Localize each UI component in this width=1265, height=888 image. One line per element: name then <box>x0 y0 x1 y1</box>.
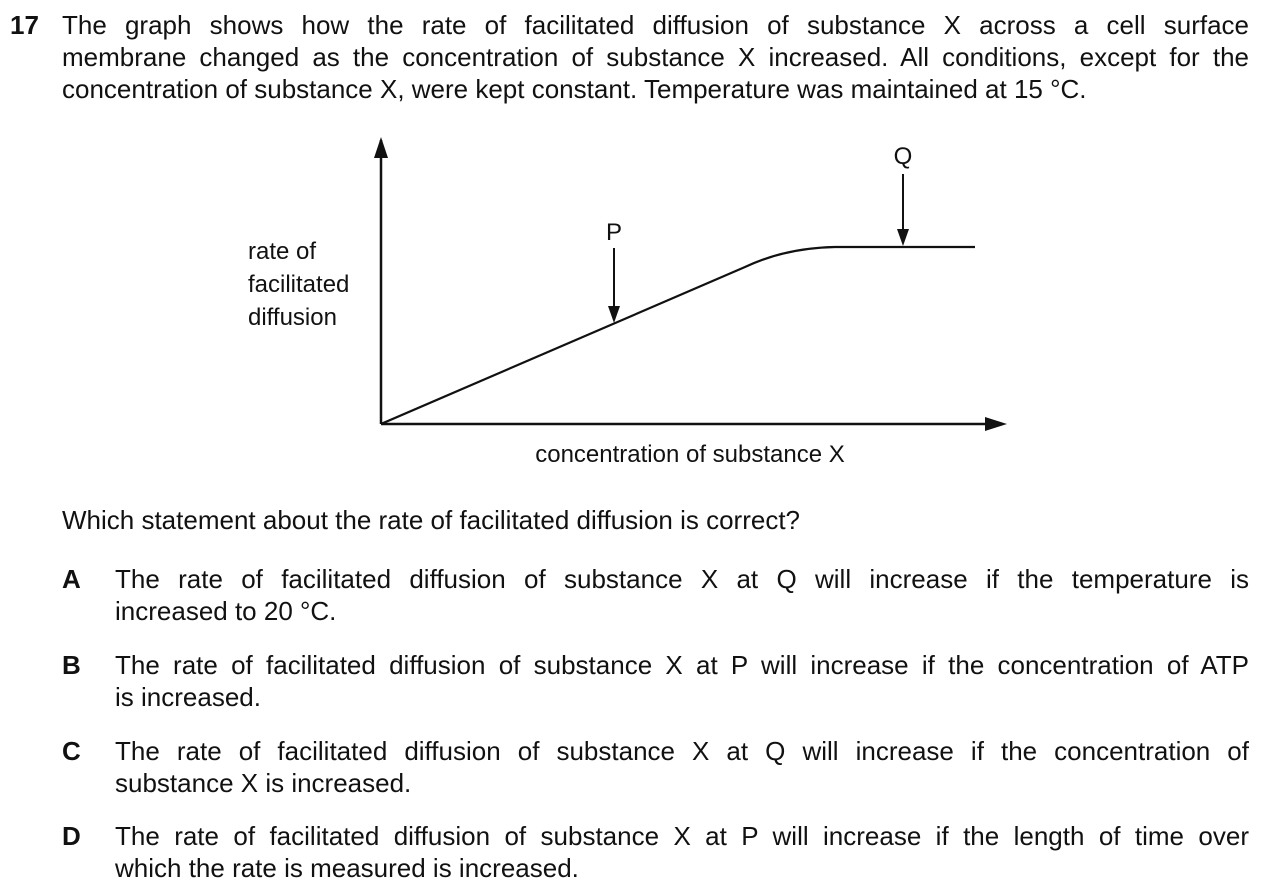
point-p-label: P <box>605 219 623 246</box>
option-line: The rate of facilitated diffusion of substance X at P will increase if the length of time over <box>115 821 1249 851</box>
y-axis-arrowhead <box>374 137 388 158</box>
q-pointer-arrowhead <box>897 229 909 246</box>
y-axis-label-line: diffusion <box>248 304 337 331</box>
stem-line: concentration of substance X, were kept constant. Temperature was maintained at 15 °C. <box>62 74 1087 104</box>
option-letter: C <box>62 736 81 766</box>
rate-curve <box>381 247 975 424</box>
option-line: The rate of facilitated diffusion of substance X at Q will increase if the temperature is <box>115 564 1249 594</box>
option-letter: B <box>62 650 81 680</box>
stem-line: membrane changed as the concentration of substance X increased. All conditions, except for the <box>62 42 1249 72</box>
option-letter: A <box>62 564 81 594</box>
point-q-label: Q <box>893 143 913 170</box>
y-axis-label <box>248 238 356 331</box>
option-line: is increased. <box>115 682 261 712</box>
x-axis-label: concentration of substance X <box>535 441 845 468</box>
option-text <box>115 649 1249 713</box>
p-pointer-arrowhead <box>608 306 620 323</box>
y-axis-label-line: facilitated <box>248 271 350 298</box>
y-axis-label-line: rate of <box>248 238 317 265</box>
stem-line: The graph shows how the rate of facilitated diffusion of substance X across a cell surface <box>62 10 1249 40</box>
x-axis-arrowhead <box>985 417 1007 431</box>
option-letter: D <box>62 821 81 851</box>
option-line: which the rate is measured is increased. <box>115 853 579 883</box>
option-text <box>115 563 1249 627</box>
option-text <box>115 735 1249 799</box>
option-line: substance X is increased. <box>115 768 412 798</box>
diffusion-graph <box>240 130 1020 475</box>
option-line: The rate of facilitated diffusion of substance X at P will increase if the concentration of ATP <box>115 650 1249 680</box>
question-number: 17 <box>10 10 39 40</box>
option-text <box>115 820 1249 884</box>
question-prompt: Which statement about the rate of facilitated diffusion is correct? <box>62 505 801 535</box>
option-line: The rate of facilitated diffusion of substance X at Q will increase if the concentration of <box>115 736 1249 766</box>
option-line: increased to 20 °C. <box>115 596 337 626</box>
question-stem <box>62 9 1249 105</box>
